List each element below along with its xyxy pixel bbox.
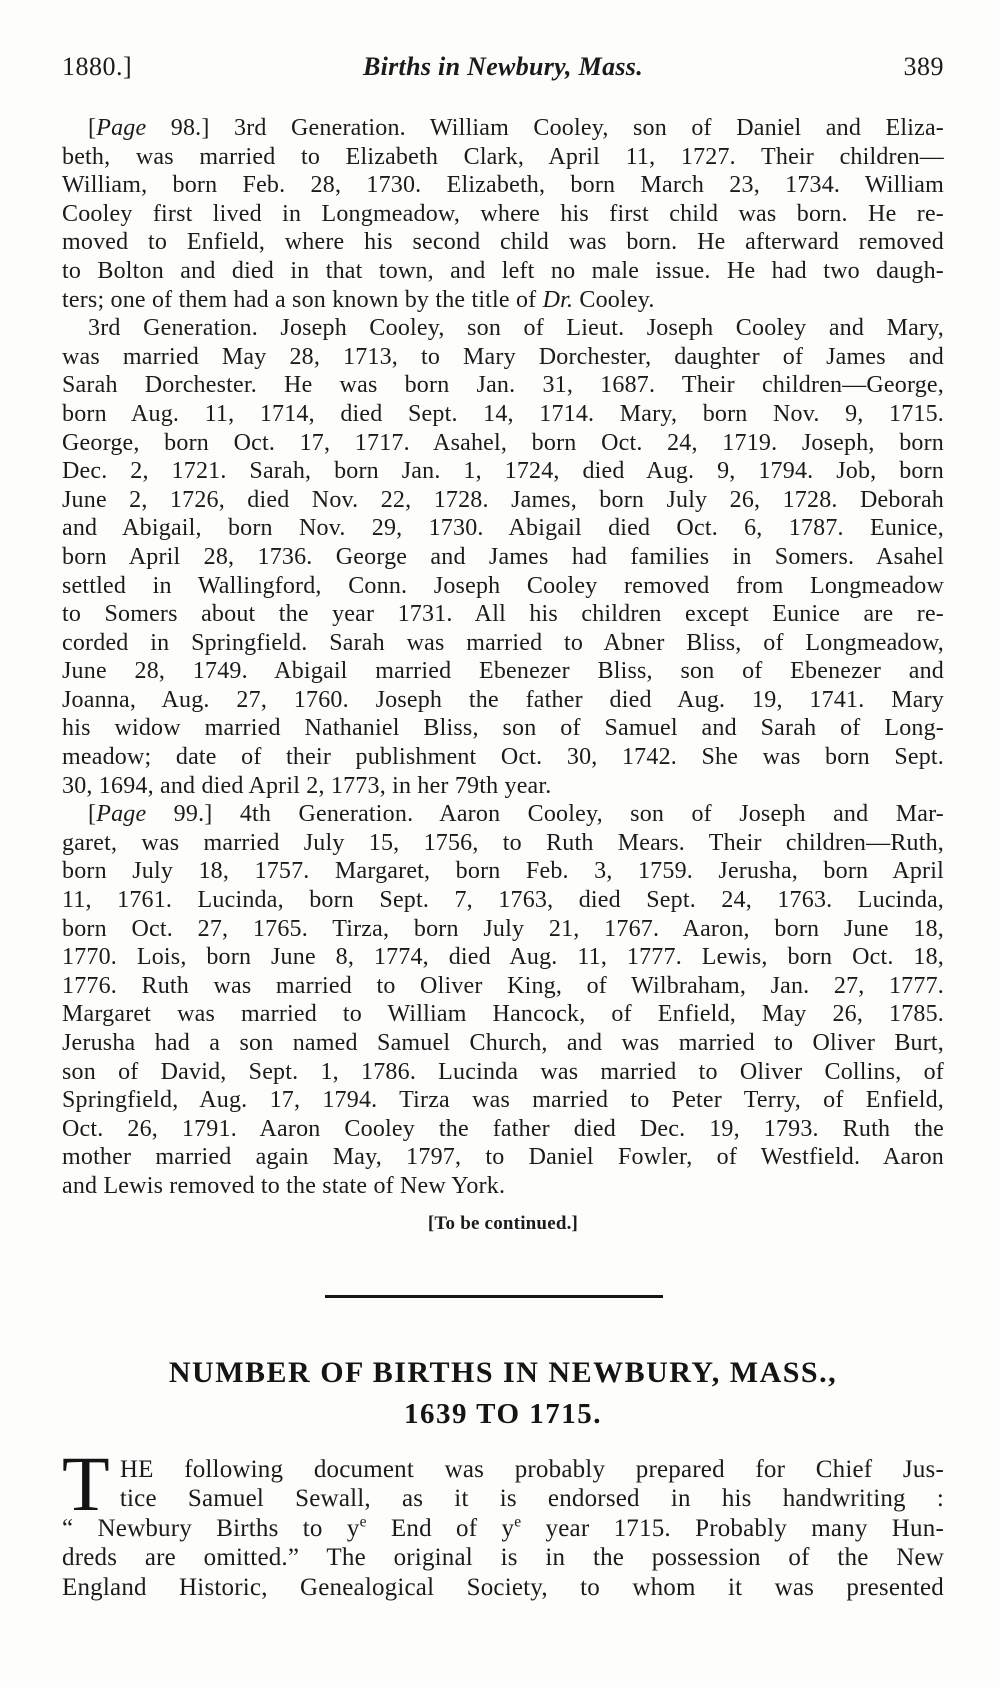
text-line: was married May 28, 1713, to Mary Dorchester, daughter of James and [62, 343, 944, 370]
text-line: and Lewis removed to the state of New York. [62, 1172, 506, 1199]
text-line: corded in Springfield. Sarah was married to Abner Bliss, of Longmeadow, [62, 629, 944, 656]
text-line: Jerusha had a son named Samuel Church, and was married to Oliver Burt, [62, 1030, 944, 1056]
paragraph [62, 800, 944, 1200]
text-line: 30, 1694, and died April 2, 1773, in her 79th year. [62, 772, 552, 799]
text-line: tice Samuel Sewall, as it is endorsed in his handwriting : [119, 1485, 944, 1513]
section-divider [325, 1295, 663, 1298]
text-line: dreds are omitted.” The original is in the possession of the New [62, 1544, 944, 1572]
text-line: [Page 99.] 4th Generation. Aaron Cooley, son of Joseph and Mar- [88, 801, 944, 828]
text-line: June 2, 1726, died Nov. 22, 1728. James, born July 26, 1728. Deborah [62, 486, 944, 513]
running-head-year: 1880.] [62, 52, 133, 81]
text-line: Joanna, Aug. 27, 1760. Joseph the father died Aug. 19, 1741. Mary [62, 686, 944, 713]
text-line: Oct. 26, 1791. Aaron Cooley the father died Dec. 19, 1793. Ruth the [62, 1115, 944, 1142]
page-number: 389 [903, 52, 944, 81]
text-line: born April 28, 1736. George and James had families in Somers. Asahel [62, 543, 944, 570]
text-line: his widow married Nathaniel Bliss, son of Samuel and Sarah of Long- [62, 715, 944, 742]
section-intro [62, 1439, 944, 1603]
text-line: to Somers about the year 1731. All his children except Eunice are re- [62, 601, 944, 628]
text-line: ters; one of them had a son known by the title of Dr. Cooley. [62, 286, 655, 313]
text-line: son of David, Sept. 1, 1786. Lucinda was married to Oliver Collins, of [62, 1058, 944, 1085]
text-line: George, born Oct. 17, 1717. Asahel, born Oct. 24, 1719. Joseph, born [62, 429, 944, 456]
section-title-line1: NUMBER OF BIRTHS IN NEWBURY, MASS., [168, 1355, 838, 1389]
text-line: Cooley first lived in Longmeadow, where his first child was born. He re- [62, 200, 944, 227]
text-line: garet, was married July 15, 1756, to Ruth Mears. Their children—Ruth, [62, 829, 944, 856]
text-line: 1776. Ruth was married to Oliver King, of Wilbraham, Jan. 27, 1777. [62, 972, 944, 999]
section-title [62, 1356, 944, 1431]
text-line: June 28, 1749. Abigail married Ebenezer Bliss, son of Ebenezer and [62, 658, 944, 685]
text-line: Springfield, Aug. 17, 1794. Tirza was married to Peter Terry, of Enfield, [62, 1087, 944, 1114]
section-title-line2: 1639 TO 1715. [403, 1397, 603, 1430]
paragraph [62, 314, 944, 800]
text-line: mother married again May, 1797, to Daniel Fowler, of Westfield. Aaron [62, 1144, 944, 1171]
text-line: and Abigail, born Nov. 29, 1730. Abigail died Oct. 6, 1787. Eunice, [62, 515, 944, 542]
text-line: England Historic, Genealogical Society, to whom it was presented [62, 1573, 944, 1601]
text-line: beth, was married to Elizabeth Clark, April 11, 1727. Their children— [62, 143, 944, 170]
text-line: “ Newbury Births to $y^e$ End of $y^e$ year 1715. Probably many Hun- [62, 1513, 944, 1542]
text-line: moved to Enfield, where his second child was born. He afterward removed [62, 229, 944, 256]
drop-cap: T [62, 1439, 110, 1527]
text-line: to Bolton and died in that town, and left no male issue. He had two daugh- [62, 257, 944, 284]
text-line: 1770. Lois, born June 8, 1774, died Aug. 11, 1777. Lewis, born Oct. 18, [62, 944, 944, 971]
text-line: William, born Feb. 28, 1730. Elizabeth, born March 23, 1734. William [62, 172, 944, 199]
text-line: born Oct. 27, 1765. Tirza, born July 21, 1767. Aaron, born June 18, [62, 915, 944, 942]
paragraph [62, 1439, 944, 1603]
to-be-continued-note: [To be continued.] [427, 1212, 579, 1234]
article-body [62, 114, 944, 1201]
text-line: Margaret was married to William Hancock, of Enfield, May 26, 1785. [62, 1001, 944, 1028]
text-line: HE following document was probably prepared for Chief Jus- [119, 1455, 944, 1483]
text-line: meadow; date of their publishment Oct. 30, 1742. She was born Sept. [62, 744, 944, 771]
text-line: Sarah Dorchester. He was born Jan. 31, 1687. Their children—George, [62, 372, 944, 399]
text-line: 11, 1761. Lucinda, born Sept. 7, 1763, died Sept. 24, 1763. Lucinda, [62, 887, 944, 914]
running-head [62, 52, 944, 82]
text-line: born July 18, 1757. Margaret, born Feb. 3, 1759. Jerusha, born April [62, 858, 944, 885]
running-head-title: Births in Newbury, Mass. [362, 52, 644, 81]
text-line: Dec. 2, 1721. Sarah, born Jan. 1, 1724, died Aug. 9, 1794. Job, born [62, 458, 944, 485]
text-line: born Aug. 11, 1714, died Sept. 14, 1714. Mary, born Nov. 9, 1715. [62, 400, 944, 427]
text-line: [Page 98.] 3rd Generation. William Cooley, son of Daniel and Eliza- [88, 115, 944, 141]
paragraph [62, 114, 944, 314]
text-line: settled in Wallingford, Conn. Joseph Cooley removed from Longmeadow [62, 572, 944, 599]
text-line: 3rd Generation. Joseph Cooley, son of Lieut. Joseph Cooley and Mary, [88, 315, 944, 342]
